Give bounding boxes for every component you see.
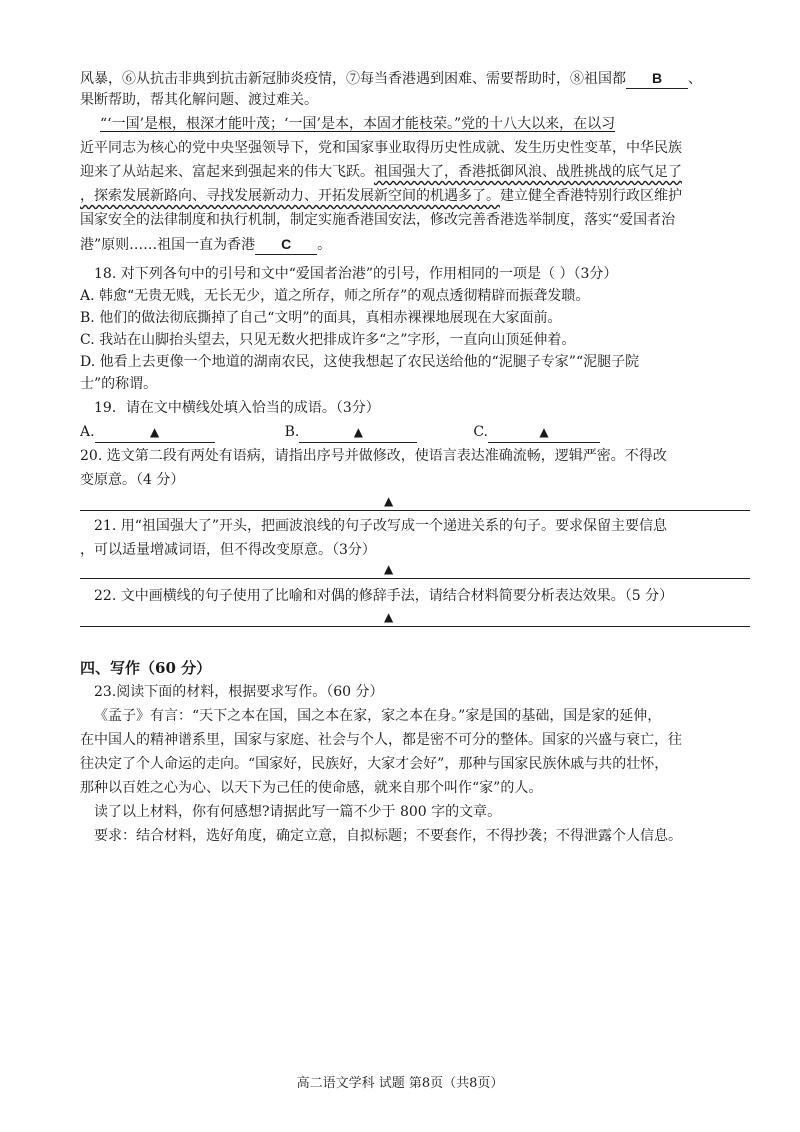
section-heading: 四、写作（60 分） xyxy=(80,659,212,677)
q19-blank-a[interactable]: ▲ xyxy=(95,422,215,443)
question-21-stem: 21. 用“祖国强大了”开头，把画波浪线的句子改写成一个递进关系的句子。要求保留主要信息 xyxy=(94,518,668,534)
question-20-stem: 20. 选文第二段有两处有语病，请指出序号并做修改，使语言表达准确流畅，逻辑严密。不得改 xyxy=(80,448,667,464)
question-21-stem-cont: ，可以适量增减词语，但不得改变原意。（3分） xyxy=(80,542,376,558)
passage-text: 风暴，⑥从抗击非典到抗击新冠肺炎疫情，⑦每当香港遇到困难、需要帮助时，⑧祖国都 xyxy=(80,71,626,87)
material-line: 那种以百姓之心为心、以天下为己任的使命感，就来自那个叫作“家”的人。 xyxy=(80,780,543,796)
q19-label-b: B. xyxy=(284,424,300,440)
passage-text: 建立健全香港特别行政区维护 xyxy=(500,188,682,204)
answer-marker: ▲ xyxy=(384,610,394,624)
page-footer: 高二语文学科 试题 第8页（共8页） xyxy=(296,1076,504,1091)
material-line: 《孟子》有言：“天下之本在国，国之本在家，家之本在身。”家是国的基础，国是家的延伸， xyxy=(94,708,662,724)
answer-blank-c[interactable]: C xyxy=(255,234,317,255)
passage-line: 国家安全的法律制度和执行机制，制定实施香港国安法，修改完善香港选举制度，落实“爱国者治 xyxy=(80,212,676,228)
passage-line: 近平同志为核心的党中央坚强领导下，党和国家事业取得历史性成就、发生历史性变革，中华民族 xyxy=(80,140,682,156)
passage-text: 。 xyxy=(317,237,332,253)
answer-marker: ▲ xyxy=(384,494,394,508)
answer-line-q21[interactable] xyxy=(80,578,750,579)
answer-blank-b[interactable]: B xyxy=(626,68,688,89)
q19-blank-c[interactable]: ▲ xyxy=(488,422,600,443)
question-20-stem-cont: 变原意。（4 分） xyxy=(80,472,185,488)
passage-text: 、 xyxy=(688,71,702,87)
answer-line-q22[interactable] xyxy=(80,626,750,627)
answer-marker: ▲ xyxy=(384,562,394,576)
question-19-stem: 19．请在文中横线处填入恰当的成语。（3分） xyxy=(94,400,380,416)
q19-blank-b[interactable]: ▲ xyxy=(299,422,417,443)
material-line: 往决定了个人命运的走向。“国家好，民族好，大家才会好”，那种与国家民族休戚与共的壮怀， xyxy=(80,756,669,772)
passage-line xyxy=(80,234,331,255)
q18-option-c[interactable]: C. 我站在山脚抬头望去，只见无数火把排成许多“之”字形，一直向山顶延伸着。 xyxy=(80,332,576,348)
q18-option-d[interactable]: D. 他看上去更像一个地道的湖南农民，这使我想起了农民送给他的“泥腿子专家”“泥腿子院 xyxy=(80,354,640,370)
q19-label-c: C. xyxy=(473,424,488,440)
writing-prompt: 读了以上材料，你有何感想?请据此写一篇不少于 800 字的文章。 xyxy=(94,804,502,820)
passage-line: “‘一国’是根，根深才能叶茂；‘一国’是本，本固才能枝荣。”党的十八大以来，在以习 xyxy=(100,116,616,132)
wavy-underlined-text: ，探索发展新路向、寻找发展新动力、开拓发展新空间的机遇多了。 xyxy=(80,188,500,204)
q18-option-a[interactable]: A. 韩愈“无贵无贱，无长无少，道之所存，师之所存”的观点透彻精辟而振聋发聩。 xyxy=(80,288,590,304)
wavy-underlined-text: 祖国强大了，香港抵御风浪、战胜挑战的底气足了 xyxy=(374,164,682,180)
question-18-stem: 18. 对下列各句中的引号和文中“爱国者治港”的引号，作用相同的一项是（ ）（3分） xyxy=(94,266,618,282)
question-23-stem: 23.阅读下面的材料，根据要求写作。（60 分） xyxy=(94,684,384,700)
passage-text: 迎来了从站起来、富起来到强起来的伟大飞跃。 xyxy=(80,164,374,180)
passage-line xyxy=(80,68,702,89)
q19-answer-row xyxy=(80,422,600,443)
passage-line xyxy=(80,162,682,182)
q19-label-a: A. xyxy=(80,424,95,440)
writing-requirements: 要求：结合材料，选好角度，确定立意，自拟标题；不要套作，不得抄袭；不得泄露个人信息。 xyxy=(94,828,682,844)
passage-text: 港”原则……祖国一直为香港 xyxy=(80,237,256,253)
material-line: 在中国人的精神谱系里，国家与家庭、社会与个人，都是密不可分的整体。国家的兴盛与衰亡，往 xyxy=(80,732,682,748)
passage-line xyxy=(80,186,682,206)
q18-option-d-cont: 士”的称谓。 xyxy=(80,376,158,392)
passage-line: 果断帮助，帮其化解问题、渡过难关。 xyxy=(80,92,318,108)
question-22-stem: 22. 文中画横线的句子使用了比喻和对偶的修辞手法，请结合材料简要分析表达效果。（5 分） xyxy=(94,588,674,604)
q18-option-b[interactable]: B. 他们的做法彻底撕掉了自己“文明”的面具，真相赤裸裸地展现在大家面前。 xyxy=(80,310,562,326)
answer-line-q20[interactable] xyxy=(80,510,750,511)
